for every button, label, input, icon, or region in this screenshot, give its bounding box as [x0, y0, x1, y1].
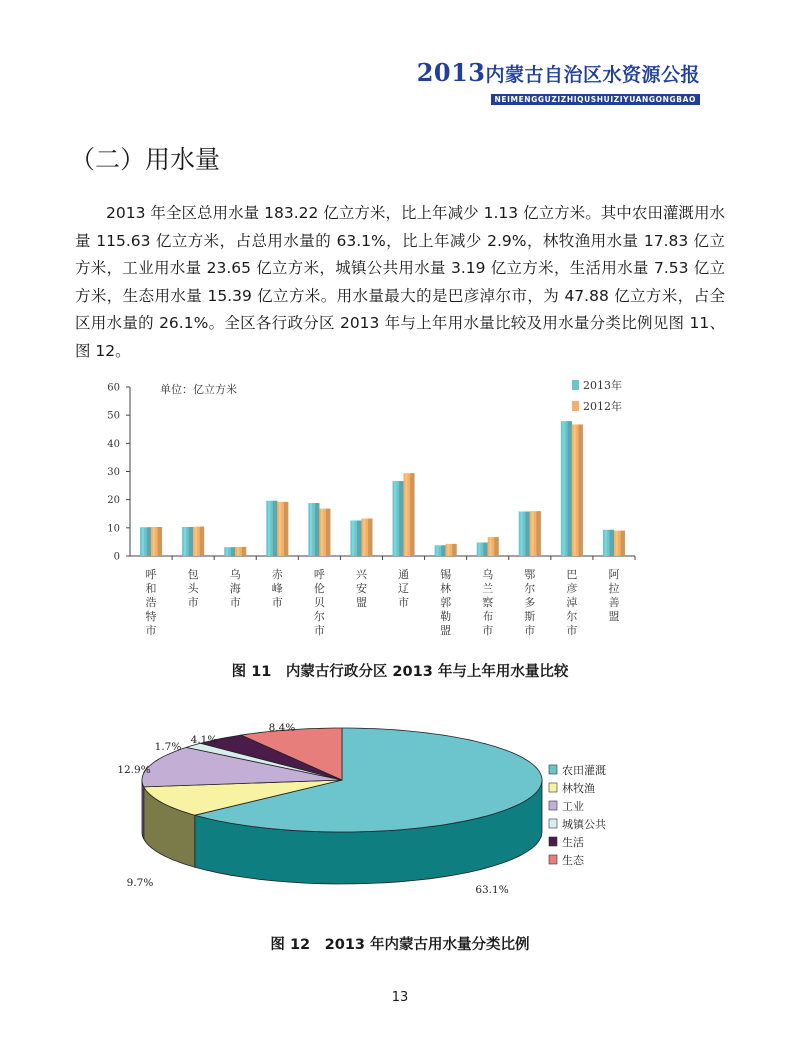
bar-highlight — [447, 544, 449, 556]
bar-highlight — [616, 531, 618, 556]
bar-2012 — [446, 544, 457, 556]
bar-highlight — [237, 547, 239, 556]
legend-swatch — [549, 783, 557, 792]
bar-2012 — [235, 547, 246, 556]
bar-highlight — [363, 519, 365, 556]
legend-label: 生态 — [562, 854, 584, 867]
bar-2013 — [266, 501, 277, 556]
bar-shade — [483, 542, 487, 556]
x-tick-label: 呼和浩特市 — [145, 568, 157, 637]
x-tick-label: 鄂尔多斯市 — [524, 568, 536, 637]
bar-shade — [494, 537, 498, 556]
legend-label: 生活 — [562, 836, 584, 849]
bar-2013 — [435, 545, 446, 556]
bar-shade — [610, 530, 614, 556]
report-title — [417, 58, 700, 87]
y-tick-label: 50 — [107, 410, 120, 422]
bar-2012 — [193, 527, 204, 556]
bar-shade — [242, 547, 246, 556]
bar-shade — [284, 502, 288, 556]
bar-highlight — [153, 527, 155, 556]
legend-swatch — [549, 765, 557, 774]
bar-2013 — [477, 542, 488, 556]
bar-2013 — [603, 530, 614, 556]
bar-highlight — [520, 511, 522, 556]
legend-label: 2012年 — [583, 400, 622, 413]
bar-shade — [189, 527, 193, 556]
figure-12-caption: 图 12 2013 年内蒙古用水量分类比例 — [270, 937, 530, 953]
report-subtitle: NEIMENGGUZIZHIQUSHUIZIYUANGONGBAO — [491, 94, 700, 105]
figure-11-caption: 图 11 内蒙古行政分区 2013 年与上年用水量比较 — [231, 664, 569, 680]
x-tick-label: 锡林郭勒盟 — [440, 568, 452, 637]
pie-chart — [100, 712, 700, 920]
bar-2012 — [488, 537, 499, 556]
bar-highlight — [531, 511, 533, 556]
bar-2013 — [519, 511, 530, 556]
bar-highlight — [478, 542, 480, 556]
pie-data-label: 4.1% — [190, 734, 218, 746]
bar-highlight — [436, 545, 438, 556]
bar-shade — [441, 545, 445, 556]
bar-highlight — [574, 424, 576, 556]
legend-label: 农田灌溉 — [562, 764, 606, 777]
report-title-text: 内蒙古自治区水资源公报 — [485, 64, 700, 86]
page-number: 13 — [391, 990, 409, 1005]
y-tick-label: 10 — [107, 523, 120, 535]
legend-label: 林牧渔 — [562, 782, 595, 795]
bar-2013 — [140, 527, 151, 556]
section-title: （二）用水量 — [70, 145, 221, 174]
y-tick-label: 40 — [107, 438, 120, 450]
x-tick-label: 包头市 — [187, 568, 199, 609]
legend-label: 工业 — [562, 800, 584, 813]
bar-highlight — [195, 527, 197, 556]
bar-shade — [273, 501, 277, 556]
bar-shade — [410, 473, 414, 556]
bar-shade — [536, 511, 540, 556]
body-paragraph: 2013 年全区总用水量 183.22 亿立方米，比上年减少 1.13 亿立方米。其中农田灌溉用水量 115.63 亿立方米，占总用水量的 63.1%，比上年减少 2.9%，林牧渔用水量 17.83 亿立方米，工业用水量 23.65 亿立方米，城镇公共用水量 3.19 亿立方米，生活用水量 7.53 亿立方米，生态用水量 15.39 亿立方米。用水量最大的是巴彦淖尔市，为 47.88 亿立方米，占全区用水量的 26.1%。全区各行政分区 2013 年与上年用水量比较及用水量分类比例见图 11、图 12。 — [75, 204, 725, 360]
bar-2012 — [614, 531, 625, 556]
bar-2012 — [572, 424, 583, 556]
bar-shade — [368, 519, 372, 556]
bar-2012 — [151, 527, 162, 556]
bar-shade — [357, 521, 361, 556]
bar-2013 — [393, 481, 404, 556]
y-tick-label: 60 — [107, 382, 120, 394]
legend-label: 城镇公共 — [562, 818, 606, 831]
bar-highlight — [563, 421, 565, 556]
pie-data-label: 1.7% — [154, 741, 182, 753]
x-tick-label: 通辽市 — [398, 568, 410, 609]
bar-highlight — [184, 527, 186, 556]
legend-swatch — [572, 380, 579, 390]
bar-2012 — [404, 473, 415, 556]
bar-highlight — [310, 503, 312, 556]
x-tick-label: 阿拉善盟 — [608, 568, 620, 623]
x-tick-label: 赤峰市 — [271, 568, 283, 609]
bar-shade — [158, 527, 162, 556]
bar-highlight — [394, 481, 396, 556]
y-tick-label: 0 — [113, 551, 120, 563]
bar-shade — [315, 503, 319, 556]
pie-side-工业 — [142, 780, 144, 839]
bar-2012 — [361, 519, 372, 556]
y-tick-label: 30 — [107, 467, 120, 478]
x-tick-label: 巴彦淖尔市 — [566, 568, 578, 637]
legend-swatch — [549, 801, 557, 810]
legend-label: 2013年 — [583, 379, 622, 392]
bar-2012 — [319, 509, 330, 556]
bar-chart — [90, 375, 690, 655]
bar-highlight — [605, 530, 607, 556]
bar-shade — [578, 424, 582, 556]
bar-highlight — [142, 527, 144, 556]
y-tick-label: 20 — [107, 495, 120, 507]
legend-swatch — [549, 855, 557, 864]
bar-2013 — [308, 503, 319, 556]
x-tick-label: 乌兰察布市 — [482, 568, 494, 637]
bar-shade — [621, 531, 625, 556]
report-year: 2013 — [416, 58, 486, 87]
bar-highlight — [279, 502, 281, 556]
bar-2012 — [277, 502, 288, 556]
legend-swatch — [549, 837, 557, 846]
bar-2012 — [530, 511, 541, 556]
bar-highlight — [352, 521, 354, 556]
bar-shade — [399, 481, 403, 556]
x-tick-label: 呼伦贝尔市 — [313, 568, 325, 637]
pie-data-label: 12.9% — [117, 764, 151, 776]
legend-swatch — [572, 401, 579, 411]
legend-swatch — [549, 819, 557, 828]
bar-2013 — [350, 521, 361, 556]
bar-2013 — [182, 527, 193, 556]
chart-unit-label: 单位：亿立方米 — [160, 383, 237, 396]
bar-shade — [231, 547, 235, 556]
bar-shade — [452, 544, 456, 556]
x-tick-label: 兴安盟 — [355, 568, 367, 609]
bar-highlight — [321, 509, 323, 556]
bar-shade — [567, 421, 571, 556]
bar-highlight — [489, 537, 491, 556]
pie-data-label: 9.7% — [126, 877, 154, 889]
pie-data-label: 8.4% — [268, 722, 296, 734]
bar-highlight — [405, 473, 407, 556]
bar-shade — [326, 509, 330, 556]
bar-highlight — [268, 501, 270, 556]
bar-shade — [147, 527, 151, 556]
bar-2013 — [224, 547, 235, 556]
bar-2013 — [561, 421, 572, 556]
bar-shade — [525, 511, 529, 556]
pie-data-label: 63.1% — [475, 884, 509, 896]
report-header — [417, 58, 700, 106]
bar-shade — [200, 527, 204, 556]
x-tick-label: 乌海市 — [229, 568, 241, 609]
bar-highlight — [226, 547, 228, 556]
